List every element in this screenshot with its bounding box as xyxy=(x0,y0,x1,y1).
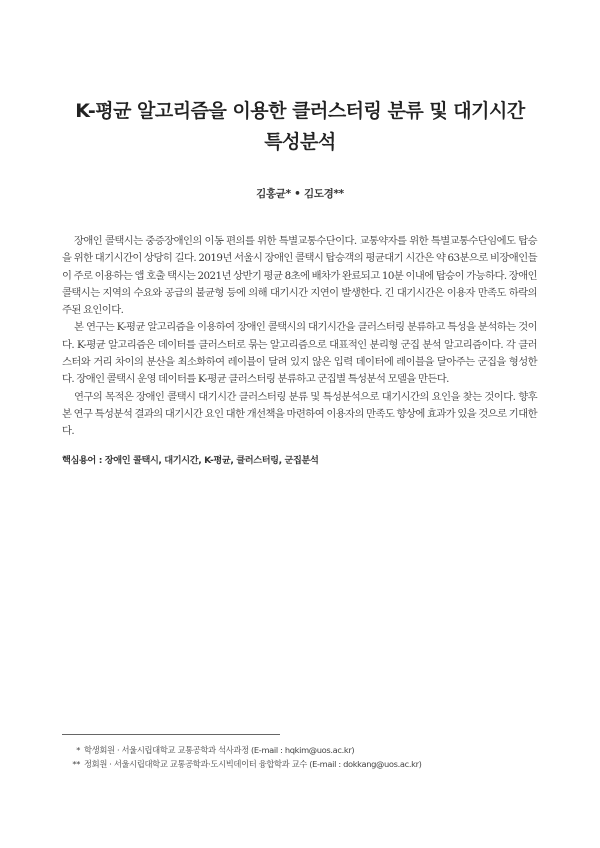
keywords: 핵심용어 : 장애인 콜택시, 대기시간, K-평균, 클러스터링, 군집분석 xyxy=(62,455,319,466)
paper-title-line-1: K-평균 알고리즘을 이용한 클러스터링 분류 및 대기시간 xyxy=(75,100,525,122)
abstract xyxy=(62,233,537,441)
footnote-1-mark: * xyxy=(76,745,80,755)
footnote-1 xyxy=(68,743,538,757)
footnote-2 xyxy=(68,757,538,771)
footnote-divider xyxy=(62,734,280,735)
abstract-paragraph-1: 장애인 콜택시는 중증장애인의 이동 편의를 위한 특별교통수단이다. 교통약자를 위한 특별교통수단임에도 탑승을 위한 대기시간이 상당히 길다. 2019년 서울시 장애인 콜택시 탑승객의 평균대기 시간은 약 63분으로 비장애인들이 주로 이용하는 앱 호출 택시는 2021년 상반기 평균 8초에 배차가 완료되고 10분 이내에 탑승이 가능하다. 장애인 콜택시는 지역의 수요와 공급의 불균형 등에 의해 대기시간 지연이 발생한다. 긴 대기시간은 이용자 만족도 하락의 주된 요인이다. xyxy=(62,235,537,317)
footnotes xyxy=(68,743,538,771)
footnote-2-mark: ** xyxy=(72,759,80,769)
abstract-paragraph-3: 연구의 목적은 장애인 콜택시 대기시간 클러스터링 분류 및 특성분석으로 대기시간의 요인을 찾는 것이다. 향후 본 연구 특성분석 결과의 대기시간 요인 대한 개선책을 마련하여 이용자의 만족도 향상에 효과가 있을 것으로 기대한다. xyxy=(62,390,537,438)
footnote-2-text: 정회원 · 서울시립대학교 교통공학과·도시빅데이터 융합학과 교수 (E-mail : dokkang@uos.ac.kr) xyxy=(84,759,422,769)
paper-title-line-2: 특성분석 xyxy=(264,131,336,153)
author-list: 김홍균* • 김도경** xyxy=(256,188,344,200)
abstract-paragraph-2: 본 연구는 K-평균 알고리즘을 이용하여 장애인 콜택시의 대기시간을 클러스터링 분류하고 특성을 분석하는 것이다. K-평균 알고리즘은 데이터를 클러스터로 묶는 알고리즘으로 대표적인 분리형 군집 분석 알고리즘이다. 각 클러스터와 거리 차이의 분산을 최소화하여 레이블이 달려 있지 않은 입력 데이터에 레이블을 달아주는 군집을 형성한다. 장애인 콜택시 운영 데이터를 K-평균 클러스터링 분류하고 군집별 특성분석 모델을 만든다. xyxy=(62,321,537,386)
footnote-1-text: 학생회원 · 서울시립대학교 교통공학과 석사과정 (E-mail : hqkim@uos.ac.kr) xyxy=(84,745,355,755)
